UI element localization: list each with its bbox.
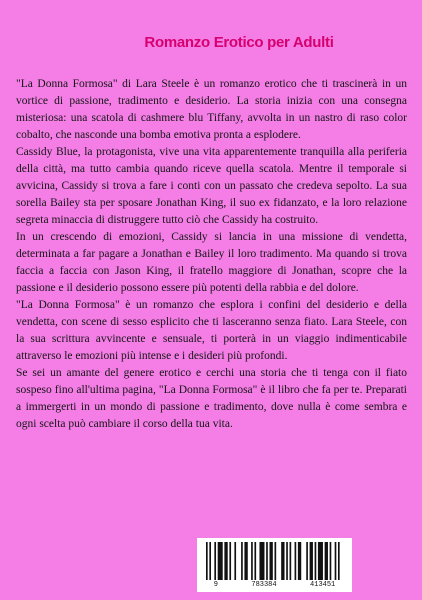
barcode-digit-group: 9 (213, 581, 218, 589)
barcode-digits (197, 581, 352, 589)
barcode-digit-group: 413451 (310, 581, 336, 589)
blurb-paragraph: Se sei un amante del genere erotico e cerchi una storia che ti tenga con il fiato sospeso fino all'ultima pagina, "La Donna Formosa" è il libro che fa per te. Preparati a immergerti in un mondo di passione e tradimento, dove nulla è come sembra e ogni scelta può cambiare il corso della tua vita. (16, 367, 407, 430)
barcode-bars-icon (206, 542, 343, 580)
cover-title: Romanzo Erotico per Adulti (144, 34, 334, 51)
blurb-paragraph: In un crescendo di emozioni, Cassidy si lancia in una missione di vendetta, determinata a far pagare a Jonathan e Bailey il loro tradimento. Ma quando si trova faccia a faccia con Jason King, il fratello maggiore di Jonathan, scopre che la passione e il desiderio possono essere più potenti della rabbia e del dolore. (16, 231, 407, 294)
blurb-paragraph: "La Donna Formosa" è un romanzo che esplora i confini del desiderio e della vendetta, con scene di sesso esplicito che ti lasceranno senza fiato. Lara Steele, con la sua scrittura avvincente e sensuale, ti porterà in un viaggio indimenticabile attraverso le emozioni più intense e i desideri più profondi. (16, 299, 407, 362)
barcode-digit-group: 783384 (251, 581, 277, 589)
blurb-paragraph: Cassidy Blue, la protagonista, vive una vita apparentemente tranquilla alla periferia della città, ma tutto cambia quando riceve quella scatola. Mentre il temporale si avvicina, Cassidy si trova a fare i conti con un passato che credeva sepolto. La sua sorella Bailey sta per sposare Jonathan King, il suo ex fidanzato, e la loro relazione segreta minaccia di distruggere tutto ciò che Cassidy ha costruito. (16, 146, 407, 226)
isbn-barcode (197, 538, 352, 592)
back-cover-blurb (16, 76, 407, 433)
blurb-paragraph: "La Donna Formosa" di Lara Steele è un romanzo erotico che ti trascinerà in un vortice di passione, tradimento e desiderio. La storia inizia con una consegna misteriosa: una scatola di cashmere blu Tiffany, avvolta in un nastro di raso color cobalto, che nasconde una bomba emotiva pronta a esplodere. (16, 78, 407, 141)
